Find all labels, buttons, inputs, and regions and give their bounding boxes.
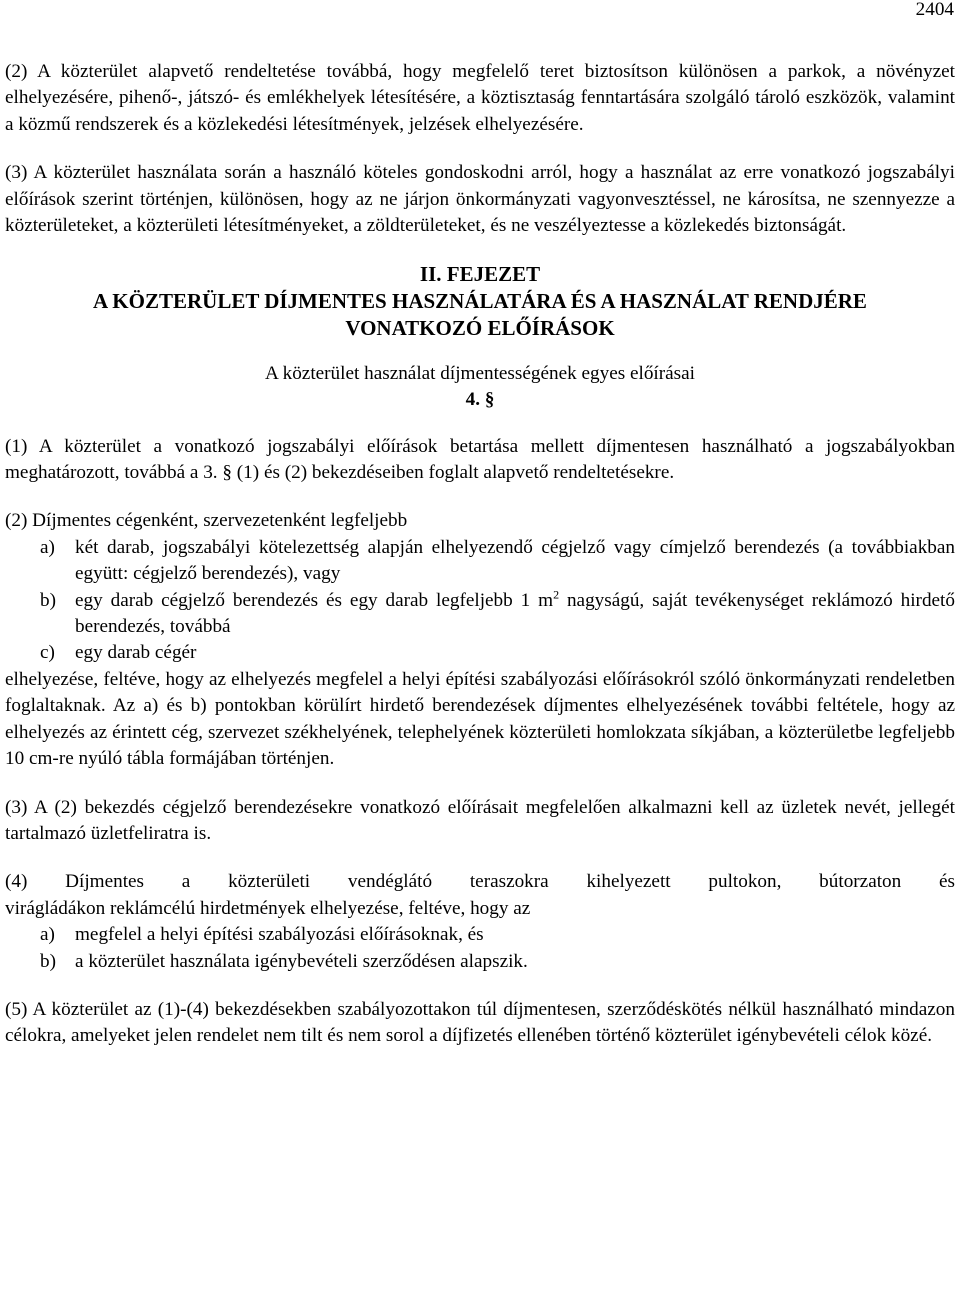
section3-paragraph-3: (3) A közterület használata során a használó köteles gondoskodni arról, hogy a használat az erre vonatkozó jogszabályi előírások szerint történjen, különösen, hogy az ne járjon önkormányzati vagyonvesztéssel, ne károsítsa, ne szennyezze a közterületeket, a közterületi létesítményeket, a zöldterületeket, és ne veszélyeztesse a közlekedés biztonságát. [5, 162, 955, 237]
list-item-text-before: egy darab cégjelző berendezés és egy darab legfeljebb 1 m [75, 589, 554, 611]
section4-paragraph-5: (5) A közterület az (1)-(4) bekezdésekben szabályozottakon túl díjmentesen, szerződéskötés nélkül használható mindazon célokra, amelyeket jelen rendelet nem tilt és nem sorol a díjfizetés ellenében történő közterület igénybevételi célok közé. [5, 998, 955, 1047]
superscript: 2 [553, 587, 560, 602]
list-item [5, 922, 955, 948]
page-number: 2404 [915, 0, 954, 20]
section4-paragraph-4-list [5, 922, 955, 975]
section4-paragraph-1: (1) A közterület a vonatkozó jogszabályi előírások betartása mellett díjmentesen használható a jogszabályokban meghatározott, továbbá a 3. § (1) és (2) bekezdéseiben foglalt alapvető rendeltetésekre. [5, 435, 955, 484]
list-item-text: egy darab cégér [75, 642, 197, 664]
list-item-mark: c) [40, 642, 55, 664]
section-heading [5, 361, 955, 414]
section-number: 4. [465, 389, 481, 411]
list-item-mark: b) [40, 589, 56, 611]
section4-paragraph-4 [5, 869, 955, 975]
chapter-number: II. FEJEZET [419, 262, 541, 287]
list-item [5, 535, 955, 588]
list-item [5, 588, 955, 641]
list-item-mark: a) [40, 924, 55, 946]
section4-paragraph-4-intro-line-1: (4) Díjmentes a közterületi vendéglátó teraszokra kihelyezett pultokon, bútorzaton és [5, 871, 955, 893]
section3-paragraph-2: (2) A közterület alapvető rendeltetése továbbá, hogy megfelelő teret biztosítson különösen a parkok, a növényzet elhelyezésére, pihenő-, játszó- és emlékhelyek létesítésére, a köztisztaság fenntartására szolgáló tároló eszközök, valamint a közmű rendszerek és a közlekedési létesítmények, jelzések elhelyezésére. [5, 61, 955, 135]
section-subtitle: A közterület használat díjmentességének egyes előírásai [265, 362, 695, 384]
section-number-line [5, 387, 955, 413]
section4-paragraph-4-intro-line-2: virágládákon reklámcélú hirdetmények elhelyezése, feltéve, hogy az [5, 897, 531, 919]
list-item-mark: b) [40, 950, 56, 972]
section-symbol: § [484, 389, 495, 411]
section4-paragraph-3: (3) A (2) bekezdés cégjelző berendezésekre vonatkozó előírásait megfelelően alkalmazni kell az üzletek nevét, jellegét tartalmazó üzletfeliratra is. [5, 796, 955, 844]
section4-paragraph-2-outro: elhelyezése, feltéve, hogy az elhelyezés megfelel a helyi építési szabályozási előírásokról szóló önkormányzati rendeletben foglaltaknak. Az a) és b) pontokban körülírt hirdető berendezések díjmentes elhelyezésének további feltétele, hogy az elhelyezés az érintett cég, szervezet székhelyének, telephelyének közterületi homlokzata síkjában, a közterületbe legfeljebb 10 cm-re nyúló tábla formájában történjen. [5, 668, 955, 770]
section4-paragraph-2 [5, 508, 955, 772]
list-item-text: két darab, jogszabályi kötelezettség alapján elhelyezendő cégjelző vagy címjelző berendezés (a továbbiakban együtt: cégjelző berendezés), vagy [75, 536, 955, 585]
document-page [5, 0, 955, 1050]
section4-paragraph-2-intro: (2) Díjmentes cégenként, szervezetenként legfeljebb [5, 510, 408, 532]
list-item-text-after: nagyságú, saját tevékenységet reklámozó hirdető berendezés, továbbá [75, 589, 955, 638]
list-item [5, 640, 955, 666]
chapter-title-line-1: A KÖZTERÜLET DÍJMENTES HASZNÁLATÁRA ÉS A HASZNÁLAT RENDJÉRE [93, 289, 867, 314]
chapter-heading [5, 261, 955, 341]
list-item [5, 949, 955, 975]
list-item-mark: a) [40, 536, 55, 558]
list-item-text: a közterület használata igénybevételi szerződésen alapszik. [75, 950, 528, 972]
chapter-title-line-2: VONATKOZÓ ELŐÍRÁSOK [345, 316, 615, 341]
list-item-text: megfelel a helyi építési szabályozási előírásoknak, és [75, 924, 484, 946]
section4-paragraph-2-list [5, 535, 955, 667]
